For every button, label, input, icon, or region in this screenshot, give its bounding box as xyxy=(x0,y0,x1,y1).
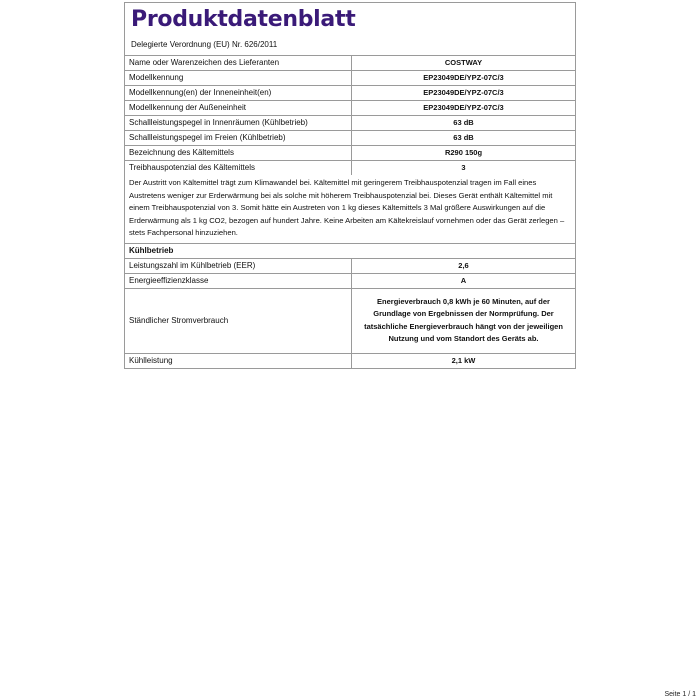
row-value-outdoor-model: EP23049DE/YPZ-07C/3 xyxy=(352,101,576,116)
row-value-supplier: COSTWAY xyxy=(352,56,576,71)
table-row xyxy=(125,161,575,176)
row-value-indoor-noise: 63 dB xyxy=(352,116,576,131)
row-value-gwp: 3 xyxy=(461,163,466,172)
table-row xyxy=(125,146,575,161)
section-heading-cooling: Kühlbetrieb xyxy=(125,244,575,259)
table-row xyxy=(125,56,575,71)
row-label-refrigerant: Bezeichnung des Kältemittels xyxy=(125,146,352,161)
row-value-indoor-model: EP23049DE/YPZ-07C/3 xyxy=(352,86,576,101)
row-label-model: Modellkennung xyxy=(125,71,352,86)
row-value-model: EP23049DE/YPZ-07C/3 xyxy=(352,71,576,86)
refrigerant-notice: Der Austritt von Kältemittel trägt zum Klimawandel bei. Kältemittel mit geringerem Treibhauspotenzial tragen im Fall eines Austretens weniger zur Erderwärmung bei als solche mit höherem Treibhauspotenzial bei. Dieses Gerät enthält Kältemittel mit einem Treibhauspotenzial von 3. Somit hätte ein Austreten von 1 kg dieses Kältemittels 3 Mal größere Auswirkungen auf die Erderwärmung als 1 kg CO2, bezogen auf hundert Jahre. Keine Arbeiten am Kältekreislauf vornehmen oder das Gerät zerlegen – stets Fachpersonal hinzuziehen. xyxy=(125,175,575,244)
row-value-cooling-power: 2,1 kW xyxy=(451,355,476,365)
spec-table-cooling xyxy=(125,259,575,368)
page-number: Seite 1 / 1 xyxy=(664,691,696,698)
row-value-efficiency-class: A xyxy=(352,273,576,288)
row-label-indoor-model: Modellkennung(en) der Inneneinheit(en) xyxy=(125,86,352,101)
row-label-supplier: Name oder Warenzeichen des Lieferanten xyxy=(125,56,352,71)
product-datasheet xyxy=(124,2,576,369)
row-label-eer: Leistungszahl im Kühlbetrieb (EER) xyxy=(125,259,352,274)
row-value-outdoor-noise: 63 dB xyxy=(352,131,576,146)
row-label-outdoor-noise: Schallleistungspegel im Freien (Kühlbetrieb) xyxy=(125,131,352,146)
table-row xyxy=(125,288,575,353)
regulation-reference: Delegierte Verordnung (EU) Nr. 626/2011 xyxy=(125,34,575,56)
row-label-indoor-noise: Schallleistungspegel in Innenräumen (Kühlbetrieb) xyxy=(125,116,352,131)
table-row xyxy=(125,86,575,101)
row-label-outdoor-model: Modellkennung der Außeneinheit xyxy=(125,101,352,116)
row-value-refrigerant: R290 150g xyxy=(352,146,576,161)
row-label-efficiency-class: Energieeffizienzklasse xyxy=(125,273,352,288)
table-row xyxy=(125,259,575,274)
page-title: Produktdatenblatt xyxy=(131,7,356,32)
table-row xyxy=(125,116,575,131)
table-row xyxy=(125,131,575,146)
row-value-eer: 2,6 xyxy=(352,259,576,274)
spec-table-top xyxy=(125,56,575,175)
row-label-cooling-power: Kühlleistung xyxy=(125,353,352,368)
table-row xyxy=(125,273,575,288)
row-label-hourly-consumption: Ständlicher Stromverbrauch xyxy=(125,288,352,353)
table-row xyxy=(125,71,575,86)
row-label-gwp: Treibhauspotenzial des Kältemittels xyxy=(125,161,352,176)
row-value-hourly-consumption: Energieverbrauch 0,8 kWh je 60 Minuten, auf der Grundlage von Ergebnissen der Normprüfung. Der tatsächliche Energieverbrauch hängt von der jeweiligen Nutzung und vom Standort des Geräts ab. xyxy=(352,288,576,353)
table-row xyxy=(125,353,575,368)
table-row xyxy=(125,101,575,116)
